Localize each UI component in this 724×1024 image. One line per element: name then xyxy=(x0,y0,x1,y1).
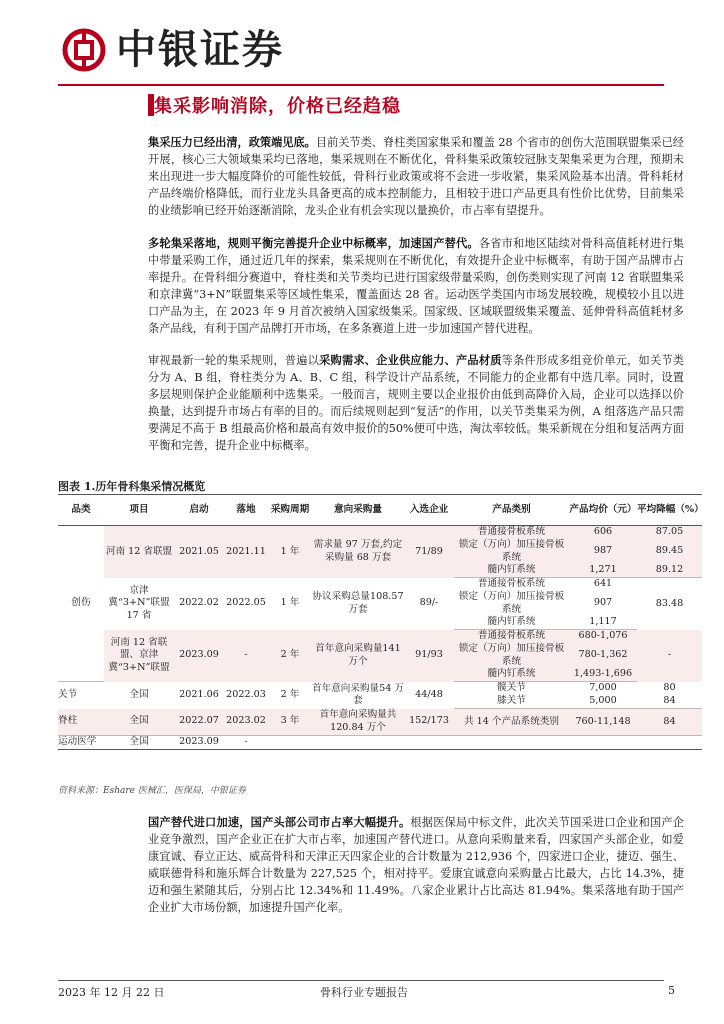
cell-cycle: 2 年 xyxy=(280,688,300,700)
cell-land: 2022.03 xyxy=(226,688,266,700)
cell-product: 共 14 个产品系统类别 xyxy=(454,709,569,736)
cell-product: 髓内钉系统 xyxy=(454,668,569,682)
footer-title: 骨科行业专题报告 xyxy=(320,986,408,999)
cell-price: 1,493-1,696 xyxy=(569,668,637,682)
cell-cycle: 1 年 xyxy=(280,597,300,609)
paragraph-3-pre: 审视最新一轮的集采规则，普遍以 xyxy=(148,354,320,367)
header-price: 产品均价（元） xyxy=(569,495,637,526)
paragraph-1-body: 目前关节类、脊柱类国家集采和覆盖 28 个省市的创伤大范围联盟集采已经开展，核心三大领域集采均已落地，集采规则在不断优化，骨科集采政策较冠脉支架集采更为合理，预期未来出现进一步大幅度降价的可能性较低，骨科行业政策或将不会进一步收紧，集采风险基本出清。骨科耗材产品终端价格降低，而行业龙头具备更高的成本控制能力，且相较于进口产品更具有性价比优势，目前集采的业绩影响已经开始逐渐消除，龙头企业有机会实现以量换价，市占率有望提升。 xyxy=(148,136,684,217)
cell-cycle: 2 年 xyxy=(268,630,312,682)
header-category: 品类 xyxy=(58,495,104,526)
cell-volume: 协议采购总量108.57 万套 xyxy=(312,591,404,615)
cell-project: 河南 12 省联盟、京津冀“3+N”联盟 xyxy=(104,630,174,682)
cell-price: 606 xyxy=(569,526,637,540)
cell-start: 2022.02 xyxy=(179,597,219,609)
table-row xyxy=(58,735,702,749)
paragraph-4-body: 根据医保局中标文件，此次关节国采进口企业和国产企业竞争激烈，国产企业正在扩大市占率，加速国产替代进口。从意向采购量来看，四家国产头部企业，如爱康宜诚、春立正达、威高骨科和天津正天四家企业的合计数量为 212,936 个，四家进口企业，捷迈、强生、威联德骨科和施乐辉合计数量为 227,525 个，相对持平。爱康宜诚意向采购量占比最大，占比 14.3%，捷迈和强生紧随其后，分别占比 12.34%和 11.49%。八家企业累计占比高达 81.94%。集采落地有助于国产企业扩大市场份额，加速提升国产化率。 xyxy=(148,816,684,914)
cell-land: 2021.11 xyxy=(224,526,268,578)
bank-of-china-logo-icon xyxy=(62,28,106,72)
brand-name: 中银证券 xyxy=(116,27,284,73)
footer-page-number: 5 xyxy=(668,984,675,997)
header-rule xyxy=(58,84,664,86)
section-title: 集采影响消除，价格已经趋稳 xyxy=(154,96,401,117)
cell-cycle: 3 年 xyxy=(268,709,312,736)
cell-decline: 87.05 xyxy=(637,526,702,540)
cell-price: 907 xyxy=(593,597,613,609)
cell-price: 760-11,148 xyxy=(569,709,637,736)
cell-price: 641 xyxy=(593,578,613,590)
cell-companies: 91/93 xyxy=(404,630,454,682)
header-project: 项目 xyxy=(104,495,174,526)
cell-price: 780-1,362 xyxy=(569,643,637,668)
cell-decline: - xyxy=(637,630,702,682)
cell-companies: 44/48 xyxy=(415,688,443,700)
paragraph-2-body: 各省市和地区陆续对骨科高值耗材进行集中带量采购工作，通过近几年的探索，集采规则在不断优化，有效提升企业中标概率，有助于国产品牌市占率提升。在骨科细分赛道中，脊柱类和关节类均已进行国家级带量采购，创伤类则实现了河南 12 省联盟集采和京津冀“3+N”联盟集采等区域性集采，覆盖面达 28 省。运动医学类国内市场发展较晚，规模较小且以进口产品为主，在 2023 年 9 月首次被纳入国家级集采。国家级、区域联盟级集采覆盖、延伸骨科高值耗材多条产品线，有利于国产品牌打开市场，在多条赛道上进一步加速国产替代进程。 xyxy=(148,237,684,335)
cell-land: - xyxy=(224,735,268,749)
cell-land: 2022.05 xyxy=(226,597,266,609)
cell-land: - xyxy=(224,630,268,682)
cell-decline: 80 xyxy=(663,682,676,693)
table-row xyxy=(58,682,702,696)
header-decline: 平均降幅（%） xyxy=(637,495,702,526)
cell-companies: 89/- xyxy=(419,597,439,609)
cell-start: 2021.05 xyxy=(174,526,224,578)
cell-category: 关节 xyxy=(58,689,78,700)
cell-product: 髋关节 xyxy=(497,682,526,694)
paragraph-4 xyxy=(148,814,684,916)
cell-price: 5,000 xyxy=(569,695,637,709)
cell-start: 2022.07 xyxy=(174,709,224,736)
cell-product: 普通接骨板系统 xyxy=(454,526,569,540)
cell-product: 锁定（万向）加压接骨板系统 xyxy=(454,643,569,668)
table-source: 资料来源：Eshare 医械汇，医保局，中银证券 xyxy=(58,786,246,796)
procurement-table xyxy=(58,494,702,750)
cell-decline: 84 xyxy=(637,709,702,736)
table-row xyxy=(58,709,702,736)
footer-rule xyxy=(58,980,664,981)
cell-project: 京津冀“3+N”联盟 17 省 xyxy=(108,584,170,621)
cell-product: 普通接骨板系统 xyxy=(477,578,546,590)
cell-volume: 首年意向采购量共 120.84 万个 xyxy=(312,709,404,736)
cell-start: 2021.06 xyxy=(179,688,219,700)
cell-price: 1,117 xyxy=(569,616,637,630)
cell-volume: 需求量 97 万套,约定采购量 68 万套 xyxy=(312,526,404,578)
paragraph-1 xyxy=(148,134,684,219)
cell-category: 脊柱 xyxy=(58,709,104,736)
cell-price: 7,000 xyxy=(589,682,617,694)
header-land: 落地 xyxy=(224,495,268,526)
paragraph-3-bold: 采购需求、企业供应能力、产品材质 xyxy=(319,353,502,367)
cell-product: 髓内钉系统 xyxy=(454,616,569,630)
paragraph-1-lead: 集采压力已经出清，政策端见底。 xyxy=(148,135,316,149)
cell-price: 680-1,076 xyxy=(569,630,637,644)
cell-category: 创伤 xyxy=(58,526,104,682)
cell-start: 2023.09 xyxy=(174,630,224,682)
paragraph-3-body: 等条件形成多组竞价单元，如关节类分为 A、B 组，脊柱类分为 A、B、C 组，科学设计产品系统，不同能力的企业都有中选几率。同时，设置多层规则保护企业能顺利中选集采。一般而言，规则主要以企业报价由低到高降价入局，企业可以选择以价换量，达到提升市场占有率的目的。而后续规则起到“复活”的作用，以关节类集采为例，A 组落选产品只需要满足不高于 B 组最高价格和最高有效申报价的50%便可中选，淘汰率较低。集采新规在分组和复活两方面平衡和完善，提升企业中标概率。 xyxy=(148,354,684,452)
cell-volume: 首年意向采购量141 万个 xyxy=(312,630,404,682)
cell-price: 987 xyxy=(569,539,637,564)
brand-logo xyxy=(62,28,284,72)
cell-decline: 89.45 xyxy=(637,539,702,564)
cell-companies: 152/173 xyxy=(404,709,454,736)
paragraph-3 xyxy=(148,352,684,454)
cell-start: 2023.09 xyxy=(174,735,224,749)
paragraph-2-lead: 多轮集采落地，规则平衡完善提升企业中标概率，加速国产替代。 xyxy=(148,236,479,250)
table-header-row xyxy=(58,495,702,526)
cell-cycle: 1 年 xyxy=(268,526,312,578)
cell-category: 运动医学 xyxy=(58,735,104,749)
cell-companies: 71/89 xyxy=(404,526,454,578)
cell-project: 河南 12 省联盟 xyxy=(104,526,174,578)
header-cycle: 采购周期 xyxy=(268,495,312,526)
cell-price: 1,271 xyxy=(569,564,637,578)
cell-land: 2023.02 xyxy=(224,709,268,736)
footer-date: 2023 年 12 月 22 日 xyxy=(58,986,165,999)
table-row xyxy=(58,526,702,540)
cell-product: 普通接骨板系统 xyxy=(454,630,569,644)
cell-product: 膝关节 xyxy=(454,695,569,709)
paragraph-4-lead: 国产替代进口加速，国产头部公司市占率大幅提升。 xyxy=(148,815,411,829)
table-row xyxy=(58,578,702,592)
cell-volume: 首年意向采购量54 万套 xyxy=(312,682,405,706)
header-product: 产品类别 xyxy=(454,495,569,526)
cell-decline: 83.48 xyxy=(655,597,684,609)
paragraph-2 xyxy=(148,235,684,337)
header-companies: 入选企业 xyxy=(404,495,454,526)
cell-product: 锁定（万向）加压接骨板系统 xyxy=(454,539,569,564)
table-row xyxy=(58,630,702,644)
cell-project: 全国 xyxy=(129,688,149,700)
cell-project: 全国 xyxy=(104,735,174,749)
cell-product: 髓内钉系统 xyxy=(454,564,569,578)
cell-project: 全国 xyxy=(104,709,174,736)
table-caption: 图表 1.历年骨科集采情况概览 xyxy=(58,480,206,493)
section-heading xyxy=(148,92,401,118)
header-start: 启动 xyxy=(174,495,224,526)
cell-decline: 84 xyxy=(637,695,702,709)
cell-product: 锁定（万向）加压接骨板系统 xyxy=(458,591,565,615)
header-volume: 意向采购量 xyxy=(312,495,404,526)
cell-decline: 89.12 xyxy=(637,564,702,578)
